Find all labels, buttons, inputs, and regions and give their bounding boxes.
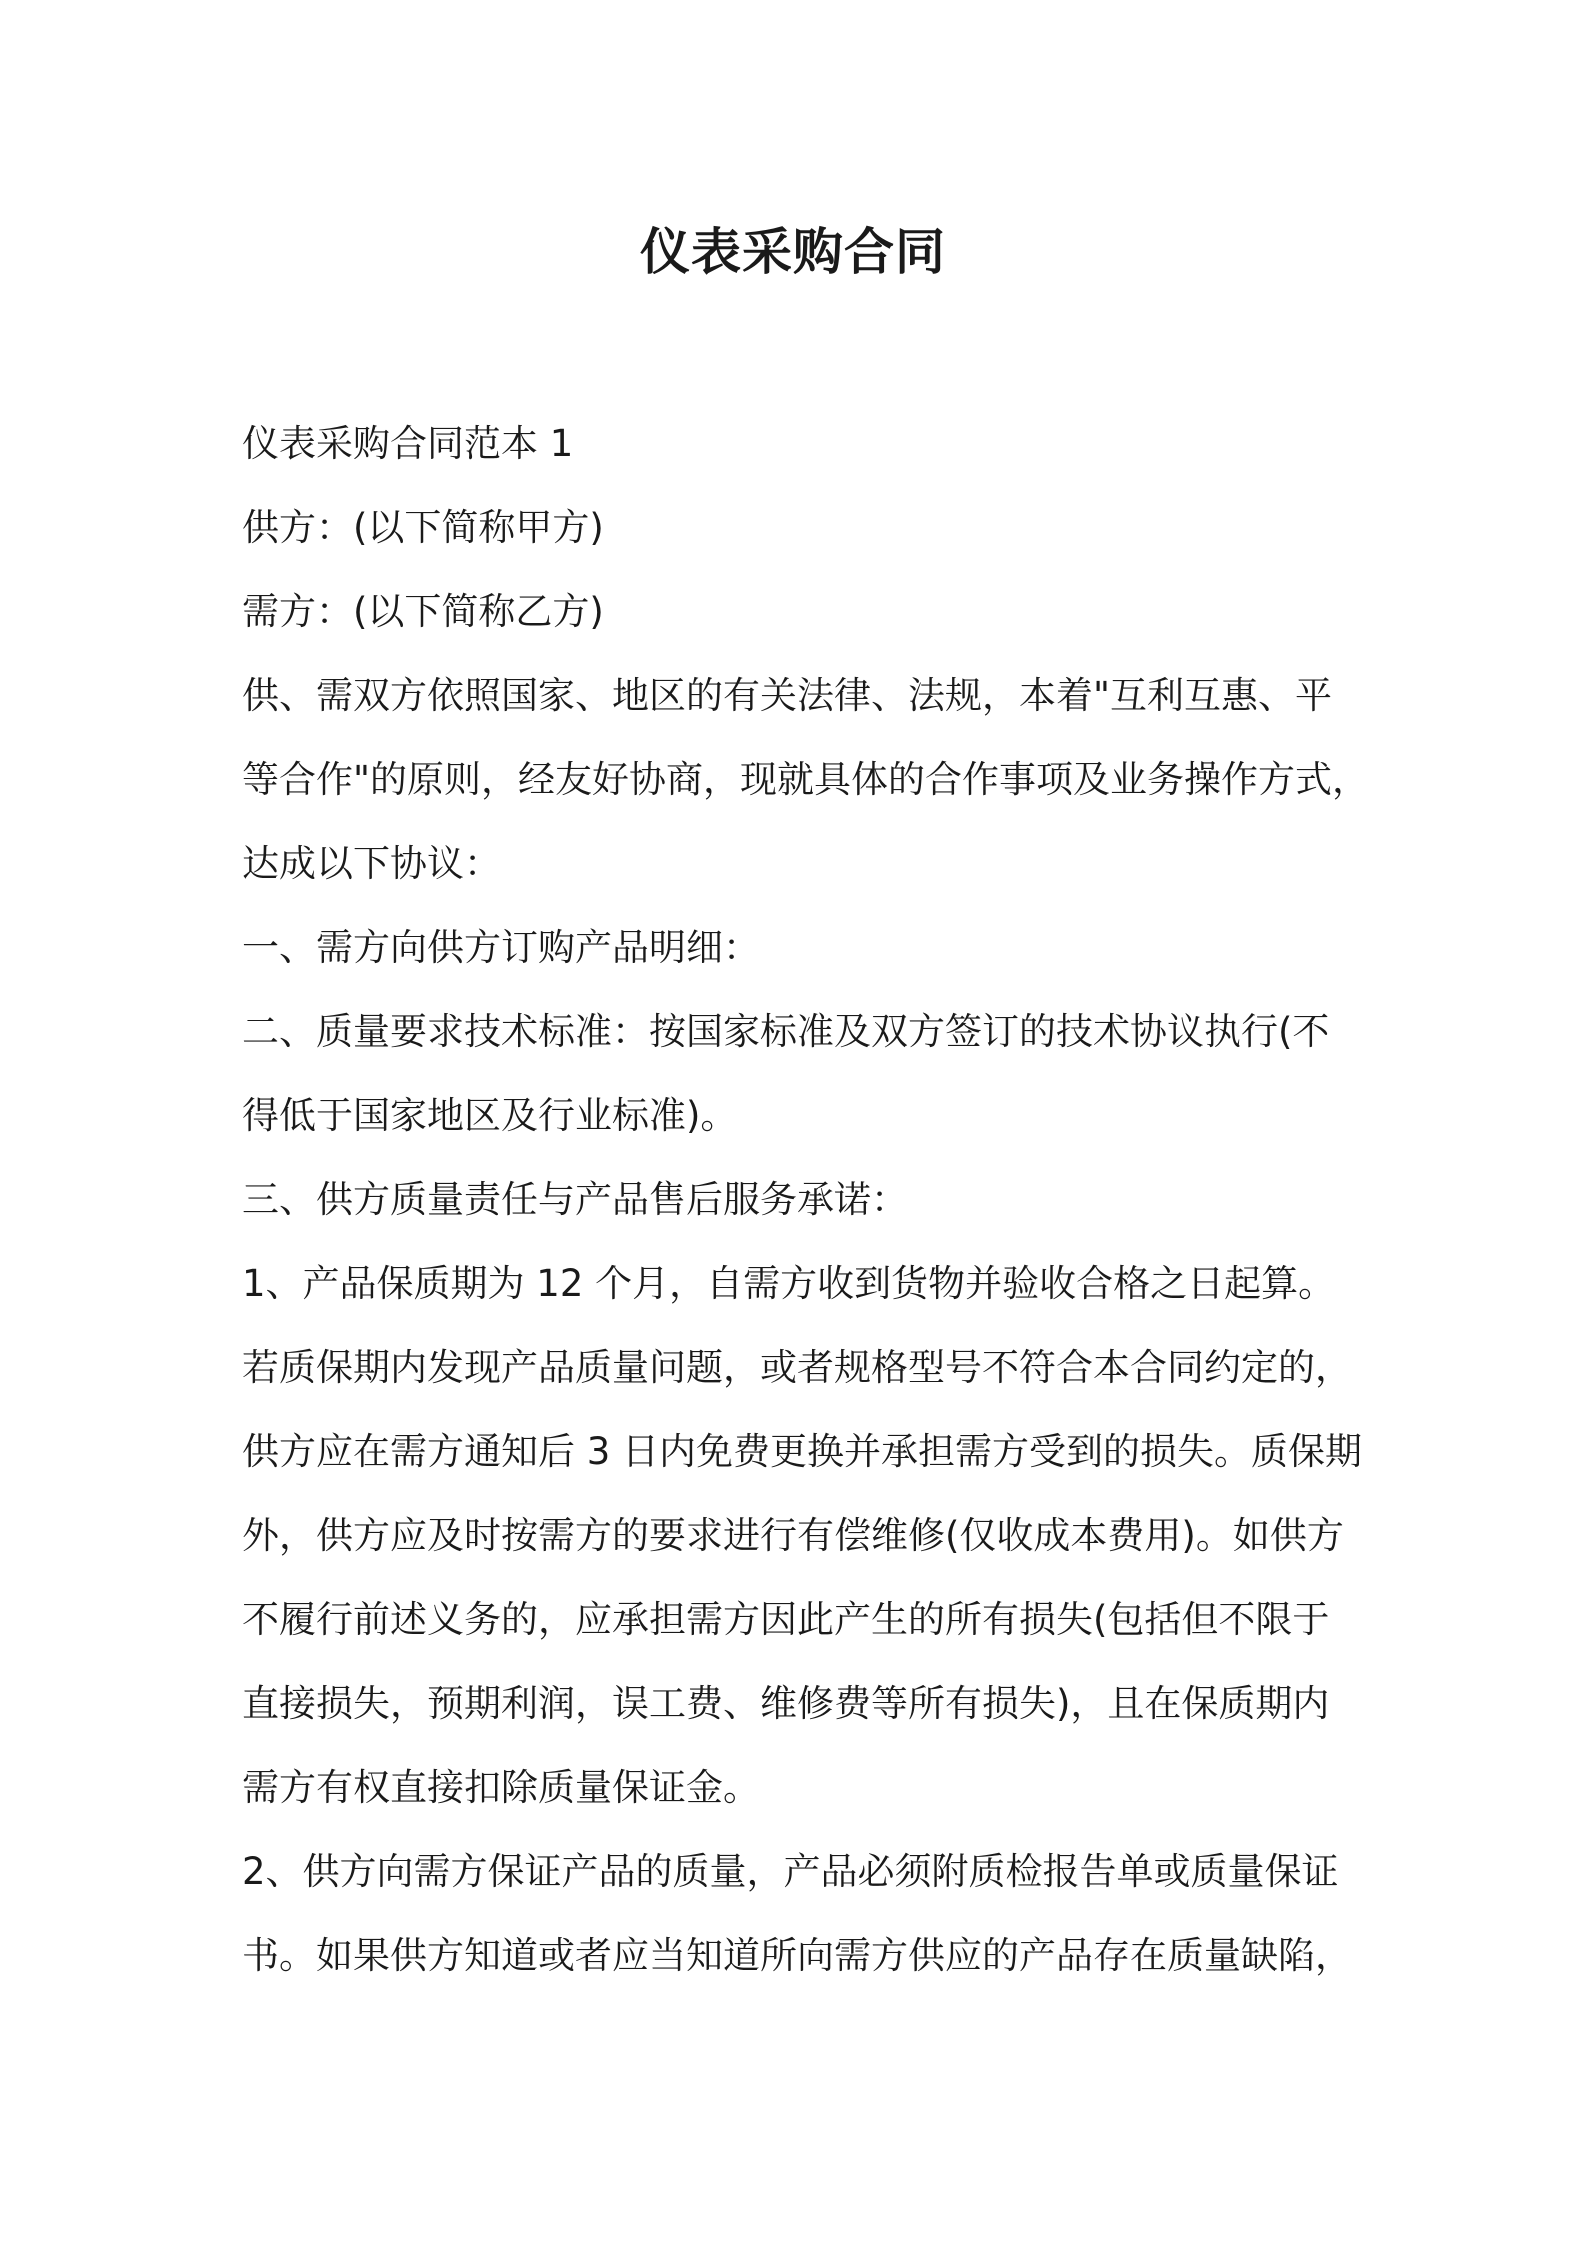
doc-line: 直接损失，预期利润，误工费、维修费等所有损失)，且在保质期内 bbox=[242, 1682, 1330, 1725]
doc-line: 二、质量要求技术标准：按国家标准及双方签订的技术协议执行(不 bbox=[242, 1010, 1330, 1053]
document-title: 仪表采购合同 bbox=[640, 223, 946, 281]
document-body bbox=[242, 402, 1370, 1998]
doc-line: 供方：(以下简称甲方) bbox=[242, 506, 604, 549]
doc-line: 一、需方向供方订购产品明细： bbox=[242, 926, 760, 969]
doc-line: 若质保期内发现产品质量问题，或者规格型号不符合本合同约定的， bbox=[242, 1346, 1352, 1389]
doc-line: 仪表采购合同范本 1 bbox=[242, 422, 574, 465]
doc-line: 书。如果供方知道或者应当知道所向需方供应的产品存在质量缺陷， bbox=[242, 1934, 1352, 1977]
doc-line: 1、产品保质期为 12 个月，自需方收到货物并验收合格之日起算。 bbox=[242, 1262, 1336, 1305]
doc-line: 外，供方应及时按需方的要求进行有偿维修(仅收成本费用)。如供方 bbox=[242, 1514, 1344, 1557]
doc-line: 供方应在需方通知后 3 日内免费更换并承担需方受到的损失。质保期 bbox=[242, 1430, 1363, 1473]
doc-line: 需方有权直接扣除质量保证金。 bbox=[242, 1766, 760, 1809]
doc-line: 达成以下协议： bbox=[242, 842, 501, 885]
doc-line: 等合作"的原则，经友好协商，现就具体的合作事项及业务操作方式， bbox=[242, 758, 1370, 801]
doc-line: 三、供方质量责任与产品售后服务承诺： bbox=[242, 1178, 908, 1221]
doc-line: 2、供方向需方保证产品的质量，产品必须附质检报告单或质量保证 bbox=[242, 1850, 1339, 1893]
doc-line: 供、需双方依照国家、地区的有关法律、法规，本着"互利互惠、平 bbox=[242, 674, 1333, 717]
doc-line: 需方：(以下简称乙方) bbox=[242, 590, 604, 633]
doc-line: 得低于国家地区及行业标准)。 bbox=[242, 1094, 738, 1137]
doc-line: 不履行前述义务的，应承担需方因此产生的所有损失(包括但不限于 bbox=[242, 1598, 1330, 1641]
